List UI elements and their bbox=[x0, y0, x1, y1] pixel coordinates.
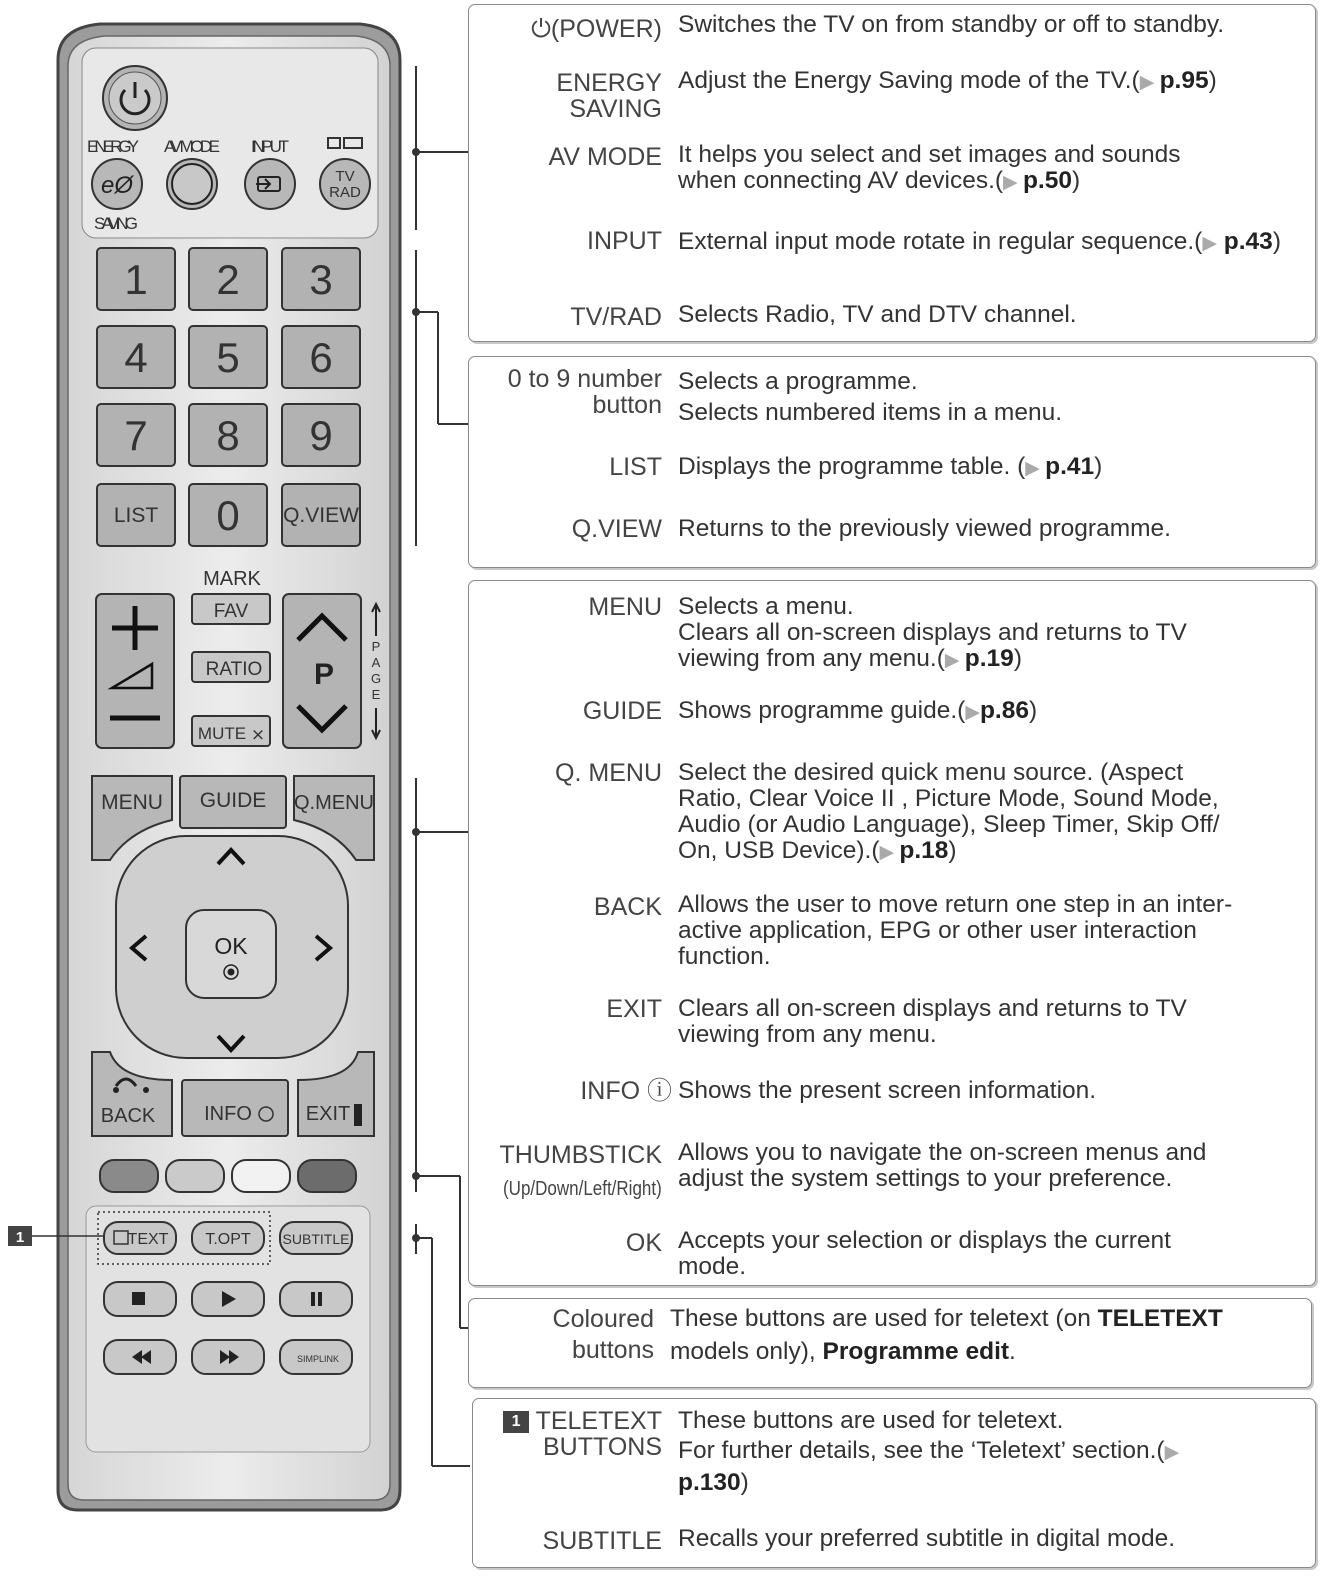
key-list[interactable] bbox=[97, 484, 175, 546]
power-desc: Switches the TV on from standby or off to standby. bbox=[678, 11, 1225, 38]
info-button bbox=[182, 1080, 288, 1136]
key-1[interactable] bbox=[97, 248, 175, 310]
thumbstick bbox=[116, 836, 348, 1058]
exit-desc: Clears all on-screen displays and returns to TV viewing from any menu. bbox=[678, 995, 1187, 1048]
svg-text:GUIDE: GUIDE bbox=[199, 789, 267, 812]
mark-label: MARK bbox=[203, 568, 261, 590]
number-term: 0 to 9 number button bbox=[507, 365, 662, 419]
key-subtitle[interactable] bbox=[280, 1222, 352, 1254]
svg-text:TV: TV bbox=[335, 168, 355, 185]
menu-desc: Selects a menu. Clears all on-screen displays and returns to TV viewing from any menu.(▶ p.19) bbox=[678, 593, 1187, 672]
av-mode-label: AV MODE bbox=[164, 137, 220, 156]
svg-text:4: 4 bbox=[124, 334, 148, 381]
svg-text:MENU: MENU bbox=[101, 791, 163, 814]
svg-text:1: 1 bbox=[124, 256, 148, 303]
av-mode-term: AV MODE bbox=[548, 143, 662, 171]
svg-text:INFO: INFO bbox=[204, 1103, 252, 1125]
callout-number: 1 bbox=[15, 1229, 25, 1246]
info-icon: ⓘ bbox=[646, 1077, 672, 1105]
back-desc: Allows the user to move return one step in an inter- active application, EPG or other user interaction function. bbox=[678, 891, 1233, 970]
remote-control-illustration bbox=[0, 0, 470, 1581]
input-button bbox=[245, 159, 295, 209]
q-view-term: Q.VIEW bbox=[571, 515, 662, 543]
svg-text:SIMPLINK: SIMPLINK bbox=[296, 1354, 340, 1364]
svg-text:2: 2 bbox=[216, 256, 240, 303]
key-7[interactable] bbox=[97, 404, 175, 466]
key-5[interactable] bbox=[189, 326, 267, 388]
svg-text:5: 5 bbox=[216, 334, 240, 381]
svg-text:LIST: LIST bbox=[113, 504, 159, 527]
teletext-keys bbox=[104, 1222, 352, 1254]
key-9[interactable] bbox=[282, 404, 360, 466]
thumbstick-term: THUMBSTICK (Up/Down/Left/Right) bbox=[499, 1141, 662, 1200]
saving-label: SAVING bbox=[94, 214, 138, 233]
svg-text:SUBTITLE: SUBTITLE bbox=[282, 1231, 350, 1247]
svg-text:A: A bbox=[371, 655, 381, 670]
ok-term: OK bbox=[625, 1229, 662, 1257]
q-menu-desc: Select the desired quick menu source. (Aspect Ratio, Clear Voice II , Picture Mode, Sound Mode, Audio (or Audio Language), Sleep Timer, Skip Off/ On, USB Device).(▶ p.18) bbox=[678, 759, 1220, 864]
coloured-term: Coloured buttons bbox=[552, 1305, 654, 1364]
fav-button bbox=[192, 594, 270, 624]
svg-text:P: P bbox=[371, 639, 381, 654]
svg-text:G: G bbox=[370, 671, 382, 686]
volume-rocker bbox=[96, 594, 174, 748]
svg-text:0: 0 bbox=[216, 492, 240, 539]
svg-text:BACK: BACK bbox=[100, 1105, 156, 1127]
svg-text:3: 3 bbox=[309, 256, 333, 303]
svg-text:9: 9 bbox=[309, 412, 333, 459]
svg-text:eØ: eØ bbox=[100, 172, 134, 199]
subtitle-term: SUBTITLE bbox=[542, 1527, 662, 1555]
thumbstick-sub: (Up/Down/Left/Right) bbox=[503, 1178, 662, 1200]
energy-saving-term: ENERGY SAVING bbox=[556, 69, 662, 123]
subtitle-desc: Recalls your preferred subtitle in digital mode. bbox=[678, 1525, 1176, 1552]
q-view-desc: Returns to the previously viewed programme. bbox=[678, 515, 1171, 542]
svg-text:7: 7 bbox=[124, 412, 148, 459]
svg-text:8: 8 bbox=[216, 412, 240, 459]
guide-button bbox=[180, 776, 286, 828]
power-button bbox=[103, 66, 167, 130]
back-term: BACK bbox=[593, 893, 662, 921]
info-term: INFO ⓘ bbox=[580, 1077, 672, 1105]
guide-term: GUIDE bbox=[582, 697, 662, 725]
q-menu-term: Q. MENU bbox=[555, 759, 662, 787]
svg-text:E: E bbox=[371, 687, 381, 702]
ok-label: OK bbox=[214, 933, 248, 959]
menu-term: MENU bbox=[588, 593, 662, 621]
tv-rad-button bbox=[320, 159, 370, 209]
key-2[interactable] bbox=[189, 248, 267, 310]
svg-text:RAD: RAD bbox=[329, 184, 361, 201]
key-0[interactable] bbox=[189, 484, 267, 546]
list-term: LIST bbox=[609, 453, 662, 481]
tv-rad-term: TV/RAD bbox=[570, 303, 662, 331]
key-8[interactable] bbox=[189, 404, 267, 466]
ok-desc: Accepts your selection or displays the current mode. bbox=[678, 1227, 1171, 1280]
av-mode-desc: It helps you select and set images and sounds when connecting AV devices.(▶ p.50) bbox=[678, 141, 1181, 194]
svg-text:FAV: FAV bbox=[213, 601, 249, 622]
bracket-lines bbox=[413, 66, 470, 1466]
input-desc: External input mode rotate in regular sequence.(▶ p.43) bbox=[678, 228, 1281, 255]
input-label: INPUT bbox=[251, 137, 289, 156]
svg-text:⨯: ⨯ bbox=[250, 725, 266, 744]
teletext-desc: These buttons are used for teletext. For further details, see the ‘Teletext’ section.(▶ p.130) bbox=[678, 1407, 1180, 1496]
key-6[interactable] bbox=[282, 326, 360, 388]
tv-rad-desc: Selects Radio, TV and DTV channel. bbox=[678, 301, 1077, 328]
svg-text:Q.VIEW: Q.VIEW bbox=[283, 504, 359, 527]
svg-text:TEXT: TEXT bbox=[127, 1231, 169, 1248]
list-desc: Displays the programme table. (▶ p.41) bbox=[678, 453, 1103, 480]
key-3[interactable] bbox=[282, 248, 360, 310]
key-t-opt[interactable] bbox=[192, 1222, 264, 1254]
info-desc: Shows the present screen information. bbox=[678, 1077, 1097, 1104]
power-term: ⏻(POWER) bbox=[531, 15, 662, 43]
key-text[interactable] bbox=[104, 1222, 176, 1254]
energy-saving-desc: Adjust the Energy Saving mode of the TV.(▶ p.95) bbox=[678, 67, 1217, 94]
input-term: INPUT bbox=[587, 227, 662, 255]
exit-term: EXIT bbox=[606, 995, 662, 1023]
key-q-view[interactable] bbox=[282, 484, 360, 546]
thumbstick-desc: Allows you to navigate the on-screen menus and adjust the system settings to your preference. bbox=[678, 1139, 1207, 1192]
svg-text:Q.MENU: Q.MENU bbox=[294, 792, 374, 814]
teletext-term: 1 TELETEXT BUTTONS bbox=[503, 1408, 662, 1460]
energy-label: ENERGY bbox=[87, 137, 139, 156]
svg-text:T.OPT: T.OPT bbox=[205, 1231, 251, 1248]
key-4[interactable] bbox=[97, 326, 175, 388]
programme-rocker bbox=[283, 594, 361, 748]
av-mode-button bbox=[167, 159, 217, 209]
mute-button bbox=[192, 716, 270, 746]
svg-text:P: P bbox=[313, 658, 335, 691]
number-desc: Selects a programme. Selects numbered items in a menu. bbox=[678, 368, 1063, 426]
coloured-desc: These buttons are used for teletext (on TELETEXT models only), Programme edit. bbox=[670, 1305, 1223, 1365]
energy-saving-button bbox=[92, 159, 142, 209]
ratio-button bbox=[192, 652, 270, 682]
svg-text:MUTE: MUTE bbox=[197, 724, 247, 743]
guide-desc: Shows programme guide.(▶p.86) bbox=[678, 697, 1038, 724]
svg-text:6: 6 bbox=[309, 334, 333, 381]
power-icon: ⏻ bbox=[531, 15, 551, 43]
teletext-badge: 1 bbox=[503, 1411, 529, 1433]
svg-text:RATIO: RATIO bbox=[205, 659, 263, 680]
svg-text:EXIT: EXIT bbox=[305, 1103, 351, 1125]
